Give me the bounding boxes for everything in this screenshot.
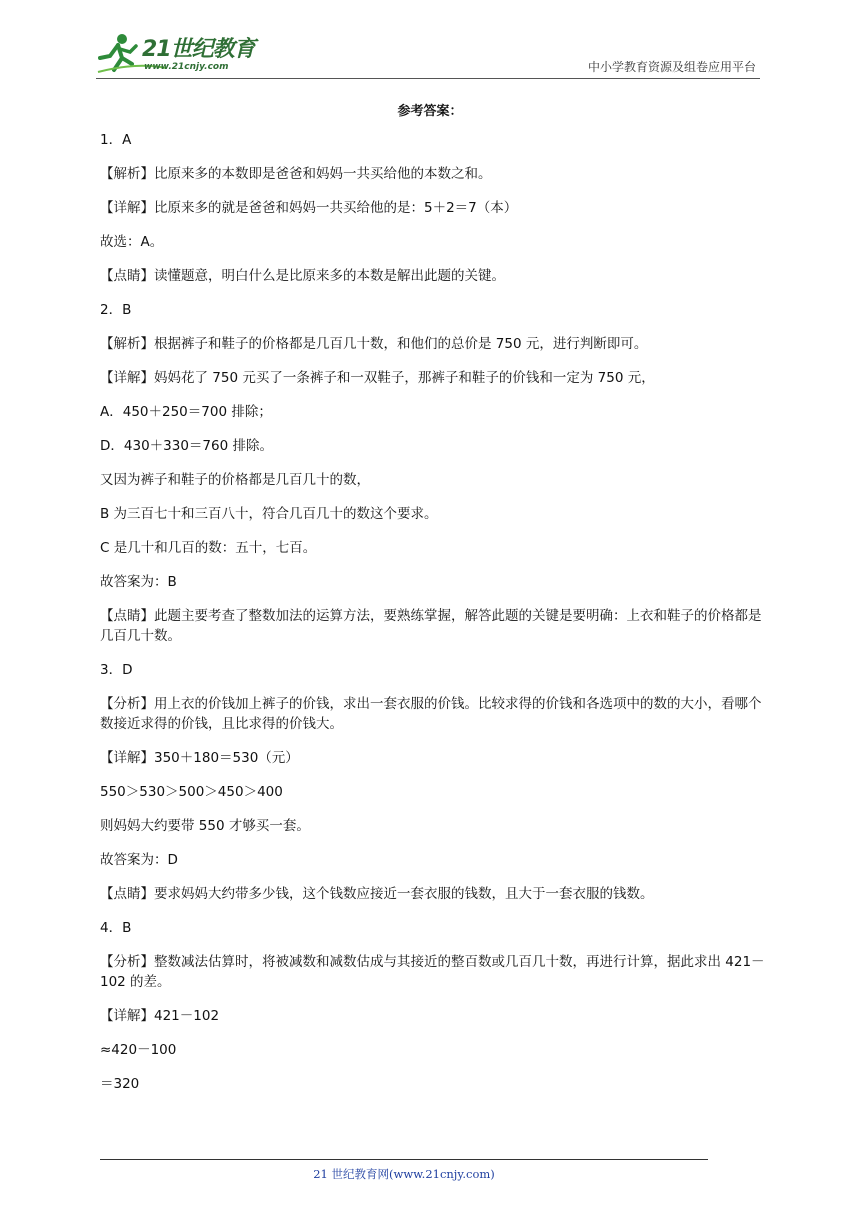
- answer-line: 故选：A。: [100, 234, 164, 250]
- page-header: [96, 30, 760, 79]
- logo-url: www.21cnjy.com: [144, 62, 229, 72]
- answer-body: [100, 130, 772, 1108]
- footer-divider: [100, 1159, 708, 1160]
- answer-line: D．430＋330＝760 排除。: [100, 438, 273, 454]
- page-title: 参考答案：: [397, 104, 463, 119]
- answer-line: 【分析】用上衣的价钱加上裤子的价钱，求出一套衣服的价钱。比较求得的价钱和各选项中的数的大小，看哪个数接近求得的价钱，且比求得的价钱大。: [100, 696, 762, 732]
- answer-line: 【点睛】要求妈妈大约带多少钱，这个钱数应接近一套衣服的钱数，且大于一套衣服的钱数。: [100, 886, 654, 902]
- header-tagline: 中小学教育资源及组卷应用平台: [587, 60, 756, 74]
- answer-line: 故答案为：D: [100, 852, 178, 868]
- answer-line: 【详解】350＋180＝530（元）: [100, 750, 299, 766]
- answer-line: A．450＋250＝700 排除；: [100, 404, 272, 420]
- answer-line: 又因为裤子和鞋子的价格都是几百几十的数，: [100, 472, 370, 488]
- answer-line: ≈420－100: [100, 1042, 177, 1058]
- page-footer: 21 世纪教育网(www.21cnjy.com): [313, 1167, 495, 1181]
- answer-line: 则妈妈大约要带 550 才够买一套。: [100, 818, 310, 834]
- answer-line: 【详解】比原来多的就是爸爸和妈妈一共买给他的是：5＋2＝7（本）: [100, 200, 518, 216]
- answer-line: 【点睛】此题主要考查了整数加法的运算方法，要熟练掌握，解答此题的关键是要明确：上衣和鞋子的价格都是几百几十数。: [100, 608, 762, 644]
- brand-logo: [96, 32, 266, 76]
- answer-line: 3．D: [100, 662, 133, 678]
- answer-line: 【解析】根据裤子和鞋子的价格都是几百几十数，和他们的总价是 750 元，进行判断即可。: [100, 336, 648, 352]
- answer-line: ＝320: [100, 1076, 140, 1092]
- answer-line: C 是几十和几百的数：五十，七百。: [100, 540, 317, 556]
- answer-line: 550＞530＞500＞450＞400: [100, 784, 283, 800]
- answer-line: 故答案为：B: [100, 574, 177, 590]
- answer-line: 1．A: [100, 132, 132, 148]
- answer-line: 【解析】比原来多的本数即是爸爸和妈妈一共买给他的本数之和。: [100, 166, 492, 182]
- logo-text: 21世纪教育: [142, 37, 255, 62]
- answer-line: B 为三百七十和三百八十，符合几百几十的数这个要求。: [100, 506, 438, 522]
- answer-line: 【详解】421－102: [100, 1008, 220, 1024]
- answer-line: 4．B: [100, 920, 132, 936]
- answer-line: 【分析】整数减法估算时，将被减数和减数估成与其接近的整百数或几百几十数，再进行计算，据此求出 421－102 的差。: [100, 954, 765, 990]
- answer-line: 【点睛】读懂题意，明白什么是比原来多的本数是解出此题的关键。: [100, 268, 505, 284]
- answer-line: 【详解】妈妈花了 750 元买了一条裤子和一双鞋子，那裤子和鞋子的价钱和一定为 750 元，: [100, 370, 655, 386]
- answer-line: 2．B: [100, 302, 132, 318]
